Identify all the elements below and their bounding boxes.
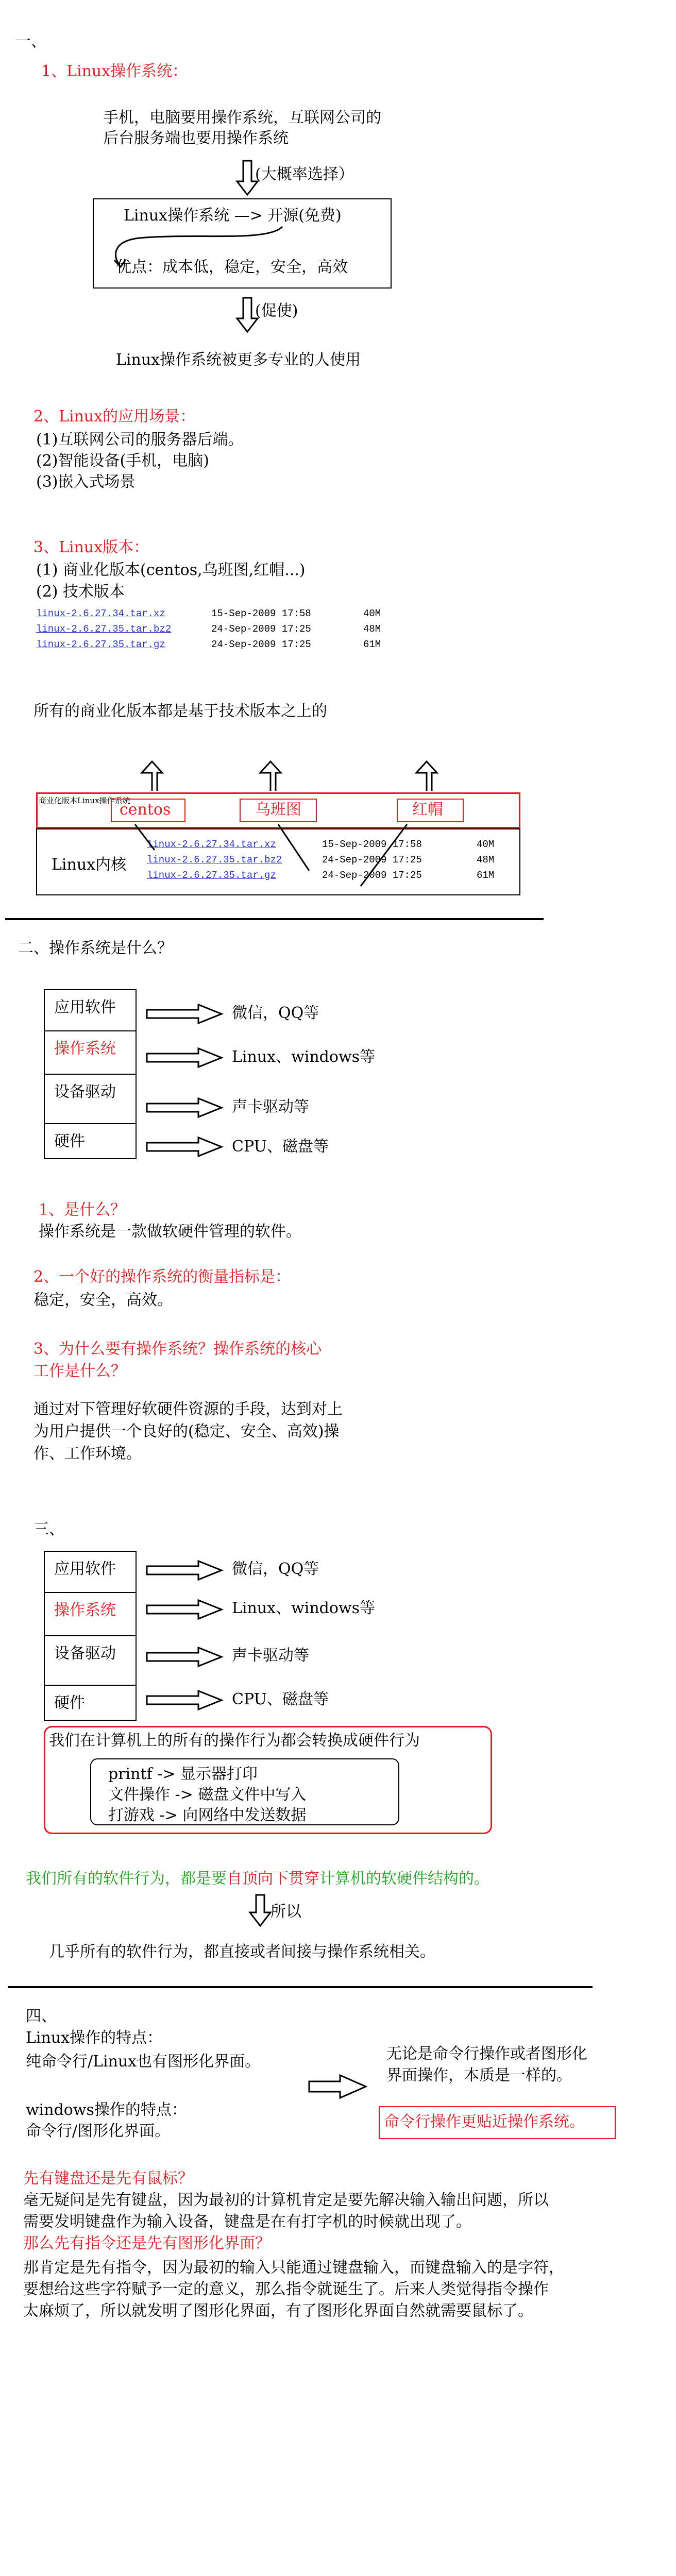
right-arrow-icon xyxy=(309,2075,366,2098)
right-arrow-icon xyxy=(147,1098,222,1117)
right-arrow-icon xyxy=(147,1005,222,1023)
distro-centos: centos xyxy=(120,801,171,819)
desc-driver: 声卡驱动等 xyxy=(232,1098,309,1116)
section3-number: 三、 xyxy=(33,1520,64,1538)
q3-why-line1: 3、为什么要有操作系统？操作系统的核心 xyxy=(33,1340,322,1358)
distro-ubuntu: 乌班图 xyxy=(255,801,301,819)
example-printf: printf -> 显示器打印 xyxy=(108,1765,258,1783)
arrow1-label: (大概率选择） xyxy=(255,165,354,183)
section1-number: 一、 xyxy=(15,32,46,50)
down-arrow-icon xyxy=(237,298,258,332)
section4-number: 四、 xyxy=(26,2007,57,2025)
file-link[interactable]: linux-2.6.27.35.tar.bz2 xyxy=(36,623,172,635)
desc-app: 微信，QQ等 xyxy=(232,1560,319,1578)
down-arrow-icon xyxy=(250,1895,271,1926)
answer-keyboard-line1: 毫无疑问是先有键盘，因为最初的计算机肯定是要先解决输入输出问题，所以 xyxy=(23,2191,549,2209)
based-on-technical: 所有的商业化版本都是基于技术版本之上的 xyxy=(33,702,327,720)
example-game: 打游戏 -> 向网络中发送数据 xyxy=(108,1806,307,1824)
layer-app: 应用软件 xyxy=(45,990,136,1031)
layer-app: 应用软件 xyxy=(45,1552,136,1593)
up-arrow-icon xyxy=(142,761,162,791)
scene-item: (2)智能设备(手机，电脑) xyxy=(36,452,209,470)
layer-os: 操作系统 xyxy=(45,1593,136,1636)
right-arrow-icon xyxy=(147,1691,222,1709)
a3-line3: 作、工作环境。 xyxy=(33,1445,142,1463)
windows-feature-label: windows操作的特点： xyxy=(26,2101,187,2119)
q3-why-line2: 工作是什么？ xyxy=(33,1362,126,1380)
right-arrow-icon xyxy=(147,1138,222,1156)
kernel-file-link[interactable]: linux-2.6.27.35.tar.bz2 xyxy=(147,854,282,866)
desc-app: 微信，QQ等 xyxy=(232,1004,319,1022)
divider xyxy=(8,1986,593,1988)
scene-item: (1)互联网公司的服务器后端。 xyxy=(36,431,244,449)
layer-os: 操作系统 xyxy=(45,1031,136,1075)
top-down-statement xyxy=(26,1869,489,1889)
layer-driver: 设备驱动 xyxy=(45,1075,136,1124)
kernel-file-link[interactable]: linux-2.6.27.34.tar.xz xyxy=(147,839,276,850)
linux-feature-desc: 纯命令行/Linux也有图形化界面。 xyxy=(26,2053,261,2071)
kernel-file-size: 40M xyxy=(477,839,495,850)
answer-command-line1: 那肯定是先有指令，因为最初的输入只能通过键盘输入，而键盘输入的是字符， xyxy=(23,2259,564,2277)
answer-command-line2: 要想给这些字符赋予一定的意义，那么指令就诞生了。后来人类觉得指令操作 xyxy=(23,2280,549,2298)
a2: 稳定，安全，高效。 xyxy=(33,1291,173,1309)
windows-feature-desc: 命令行/图形化界面。 xyxy=(26,2122,171,2140)
layer-driver: 设备驱动 xyxy=(45,1636,136,1686)
a3-line1: 通过对下管理好软硬件资源的手段，达到对上 xyxy=(33,1400,343,1418)
q1-what: 1、是什么？ xyxy=(39,1201,126,1219)
right-arrow-icon xyxy=(147,1648,222,1666)
layer-hardware: 硬件 xyxy=(54,1694,85,1712)
layer-hardware: 硬件 xyxy=(54,1132,85,1150)
right-arrow-icon xyxy=(147,1048,222,1067)
desc-hardware: CPU、磁盘等 xyxy=(232,1138,329,1156)
section1-heading-scenes: 2、Linux的应用场景： xyxy=(33,408,196,426)
kernel-file-size: 61M xyxy=(477,870,495,881)
result-text: Linux操作系统被更多专业的人使用 xyxy=(116,351,361,369)
file-link[interactable]: linux-2.6.27.35.tar.gz xyxy=(36,639,165,650)
distro-redhat: 红帽 xyxy=(412,801,443,819)
same-essence-line1: 无论是命令行操作或者图形化 xyxy=(386,2045,587,2063)
file-date: 24-Sep-2009 17:25 xyxy=(211,623,311,635)
kernel-label: Linux内核 xyxy=(52,856,127,874)
kernel-file-date: 15-Sep-2009 17:58 xyxy=(322,839,422,850)
example-file: 文件操作 -> 磁盘文件中写入 xyxy=(108,1786,307,1804)
desc-os: Linux、windows等 xyxy=(232,1048,376,1066)
linux-feature-label: Linux操作的特点： xyxy=(26,2029,163,2047)
section1-heading-versions: 3、Linux版本： xyxy=(33,538,149,556)
divider xyxy=(5,918,544,920)
right-arrow-icon xyxy=(147,1561,222,1580)
box-line-advantages: 优点：成本低，稳定，安全，高效 xyxy=(116,258,348,276)
q2-metrics: 2、一个好的操作系统的衡量指标是： xyxy=(33,1268,291,1286)
top-down-post: 计算机的软硬件结构的。 xyxy=(319,1870,489,1888)
version-technical: (2) 技术版本 xyxy=(36,583,125,601)
os-layer-stack xyxy=(44,989,137,1159)
answer-command-line3: 太麻烦了，所以就发明了图形化界面，有了图形化界面自然就需要鼠标了。 xyxy=(23,2302,533,2320)
os-layer-stack-2 xyxy=(44,1551,137,1721)
file-link[interactable]: linux-2.6.27.34.tar.xz xyxy=(36,608,165,619)
file-size: 40M xyxy=(363,608,381,619)
desc-driver: 声卡驱动等 xyxy=(232,1647,309,1665)
question-command: 那么先有指令还是先有图形化界面？ xyxy=(23,2234,271,2252)
version-commercial: (1) 商业化版本(centos,乌班图,红帽...) xyxy=(36,561,306,579)
convert-statement: 我们在计算机上的所有的操作行为都会转换成硬件行为 xyxy=(49,1732,420,1750)
file-size: 61M xyxy=(363,639,381,650)
right-arrow-icon xyxy=(147,1600,222,1619)
top-down-highlight: 自顶向下贯穿 xyxy=(227,1870,319,1888)
up-arrow-icon xyxy=(260,761,281,791)
question-keyboard: 先有键盘还是先有鼠标？ xyxy=(23,2170,193,2188)
closer-to-os: 命令行操作更贴近操作系统。 xyxy=(384,2113,585,2131)
commercial-label: 商业化版本Linux操作系统 xyxy=(39,796,130,805)
desc-os: Linux、windows等 xyxy=(232,1599,376,1617)
kernel-file-date: 24-Sep-2009 17:25 xyxy=(322,854,422,866)
arrow2-label: (促使) xyxy=(255,302,298,320)
section1-heading-linux-os: 1、Linux操作系统： xyxy=(41,62,188,80)
almost-all-statement: 几乎所有的软件行为，都直接或者间接与操作系统相关。 xyxy=(49,1943,435,1961)
kernel-file-link[interactable]: linux-2.6.27.35.tar.gz xyxy=(147,870,276,881)
kernel-file-size: 48M xyxy=(477,854,495,866)
same-essence-line2: 界面操作，本质是一样的。 xyxy=(386,2066,572,2084)
file-size: 48M xyxy=(363,623,381,635)
up-arrow-icon xyxy=(416,761,437,791)
a3-line2: 为用户提供一个良好的(稳定、安全、高效)操 xyxy=(33,1422,340,1440)
box-line-open-source: Linux操作系统 —> 开源(免费) xyxy=(124,207,342,225)
down-arrow-icon xyxy=(237,161,258,195)
scene-item: (3)嵌入式场景 xyxy=(36,473,136,491)
file-date: 15-Sep-2009 17:58 xyxy=(211,608,311,619)
section2-heading: 二、操作系统是什么？ xyxy=(18,939,173,957)
kernel-file-date: 24-Sep-2009 17:25 xyxy=(322,870,422,881)
intro-line-2: 后台服务端也要用操作系统 xyxy=(103,129,289,147)
top-down-pre: 我们所有的软件行为，都是要 xyxy=(26,1870,227,1888)
so-label: 所以 xyxy=(271,1903,301,1921)
answer-keyboard-line2: 需要发明键盘作为输入设备，键盘是在有打字机的时候就出现了。 xyxy=(23,2213,471,2231)
desc-hardware: CPU、磁盘等 xyxy=(232,1690,329,1708)
intro-line-1: 手机，电脑要用操作系统，互联网公司的 xyxy=(103,109,381,127)
a1: 操作系统是一款做软硬件管理的软件。 xyxy=(39,1223,301,1241)
file-date: 24-Sep-2009 17:25 xyxy=(211,639,311,650)
